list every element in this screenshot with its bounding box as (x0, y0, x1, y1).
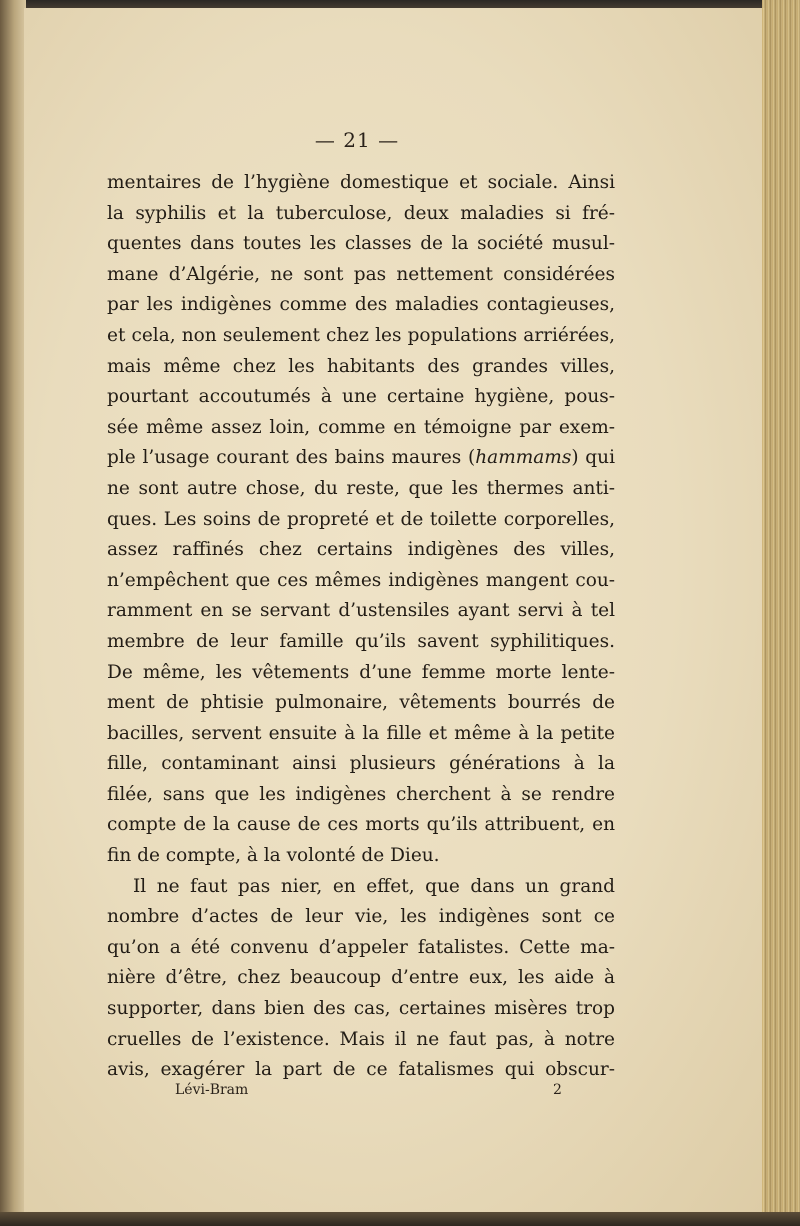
text-line: ques. Les soins de propreté et de toilette corporelles, (107, 508, 615, 530)
text-line: mentaires de l’hygiène domestique et sociale. Ainsi (107, 172, 615, 193)
text-line: nombre d’actes de leur vie, les indigènes sont ce (107, 906, 615, 928)
text-line: cruelles de l’existence. Mais il ne faut pas, à notre (107, 1028, 615, 1050)
text-line: par les indigènes comme des maladies contagieuses, (107, 294, 615, 316)
page-edges-stack (762, 0, 800, 1226)
text-line: compte de la cause de ces morts qu’ils attribuent, en (107, 814, 615, 836)
text-line: avis, exagérer la part de ce fatalismes qui obscur- (107, 1059, 615, 1081)
text-line: pourtant accoutumés à une certaine hygiène, pous- (107, 386, 615, 408)
page-number: — 21 — (314, 128, 400, 152)
text-line: et cela, non seulement chez les populations arriérées, (107, 324, 615, 346)
scan-bottom-border (0, 1212, 800, 1226)
text-line: mane d’Algérie, ne sont pas nettement considérées (107, 263, 615, 285)
text-line: bacilles, servent ensuite à la fille et même à la petite (107, 722, 615, 744)
book-gutter (0, 0, 26, 1226)
text-line: la syphilis et la tuberculose, deux maladies si fré- (107, 202, 615, 224)
text-line: fin de compte, à la volonté de Dieu. (107, 845, 440, 867)
text-line: sée même assez loin, comme en témoigne par exem- (107, 416, 615, 438)
text-line: membre de leur famille qu’ils savent syphilitiques. (107, 630, 615, 652)
text-line: De même, les vêtements d’une femme morte lente- (107, 661, 615, 683)
text-line: assez raffinés chez certains indigènes des villes, (107, 539, 615, 561)
text-line: fille, contaminant ainsi plusieurs générations à la (107, 753, 615, 775)
text-line: ple l’usage courant des bains maures (hammams) qui (107, 447, 615, 469)
text-line: filée, sans que les indigènes cherchent à se rendre (107, 783, 615, 805)
text-line: nière d’être, chez beaucoup d’entre eux, les aide à (107, 967, 615, 989)
footer-signature-mark: 2 (553, 1082, 562, 1098)
text-line: quentes dans toutes les classes de la société musul- (107, 233, 615, 255)
footer-author: Lévi-Bram (175, 1082, 249, 1098)
text-line: mais même chez les habitants des grandes villes, (107, 355, 615, 377)
text-line: qu’on a été convenu d’appeler fatalistes. Cette ma- (107, 936, 615, 958)
text-line: supporter, dans bien des cas, certaines misères trop (107, 998, 615, 1020)
body-text (107, 168, 615, 1086)
text-line: ne sont autre chose, du reste, que les thermes anti- (107, 477, 615, 499)
text-line: ramment en se servant d’ustensiles ayant servi à tel (107, 600, 615, 622)
text-line: Il ne faut pas nier, en effet, que dans un grand (133, 875, 615, 897)
text-line: ment de phtisie pulmonaire, vêtements bourrés de (107, 692, 615, 714)
text-line: n’empêchent que ces mêmes indigènes mangent cou- (107, 569, 615, 591)
